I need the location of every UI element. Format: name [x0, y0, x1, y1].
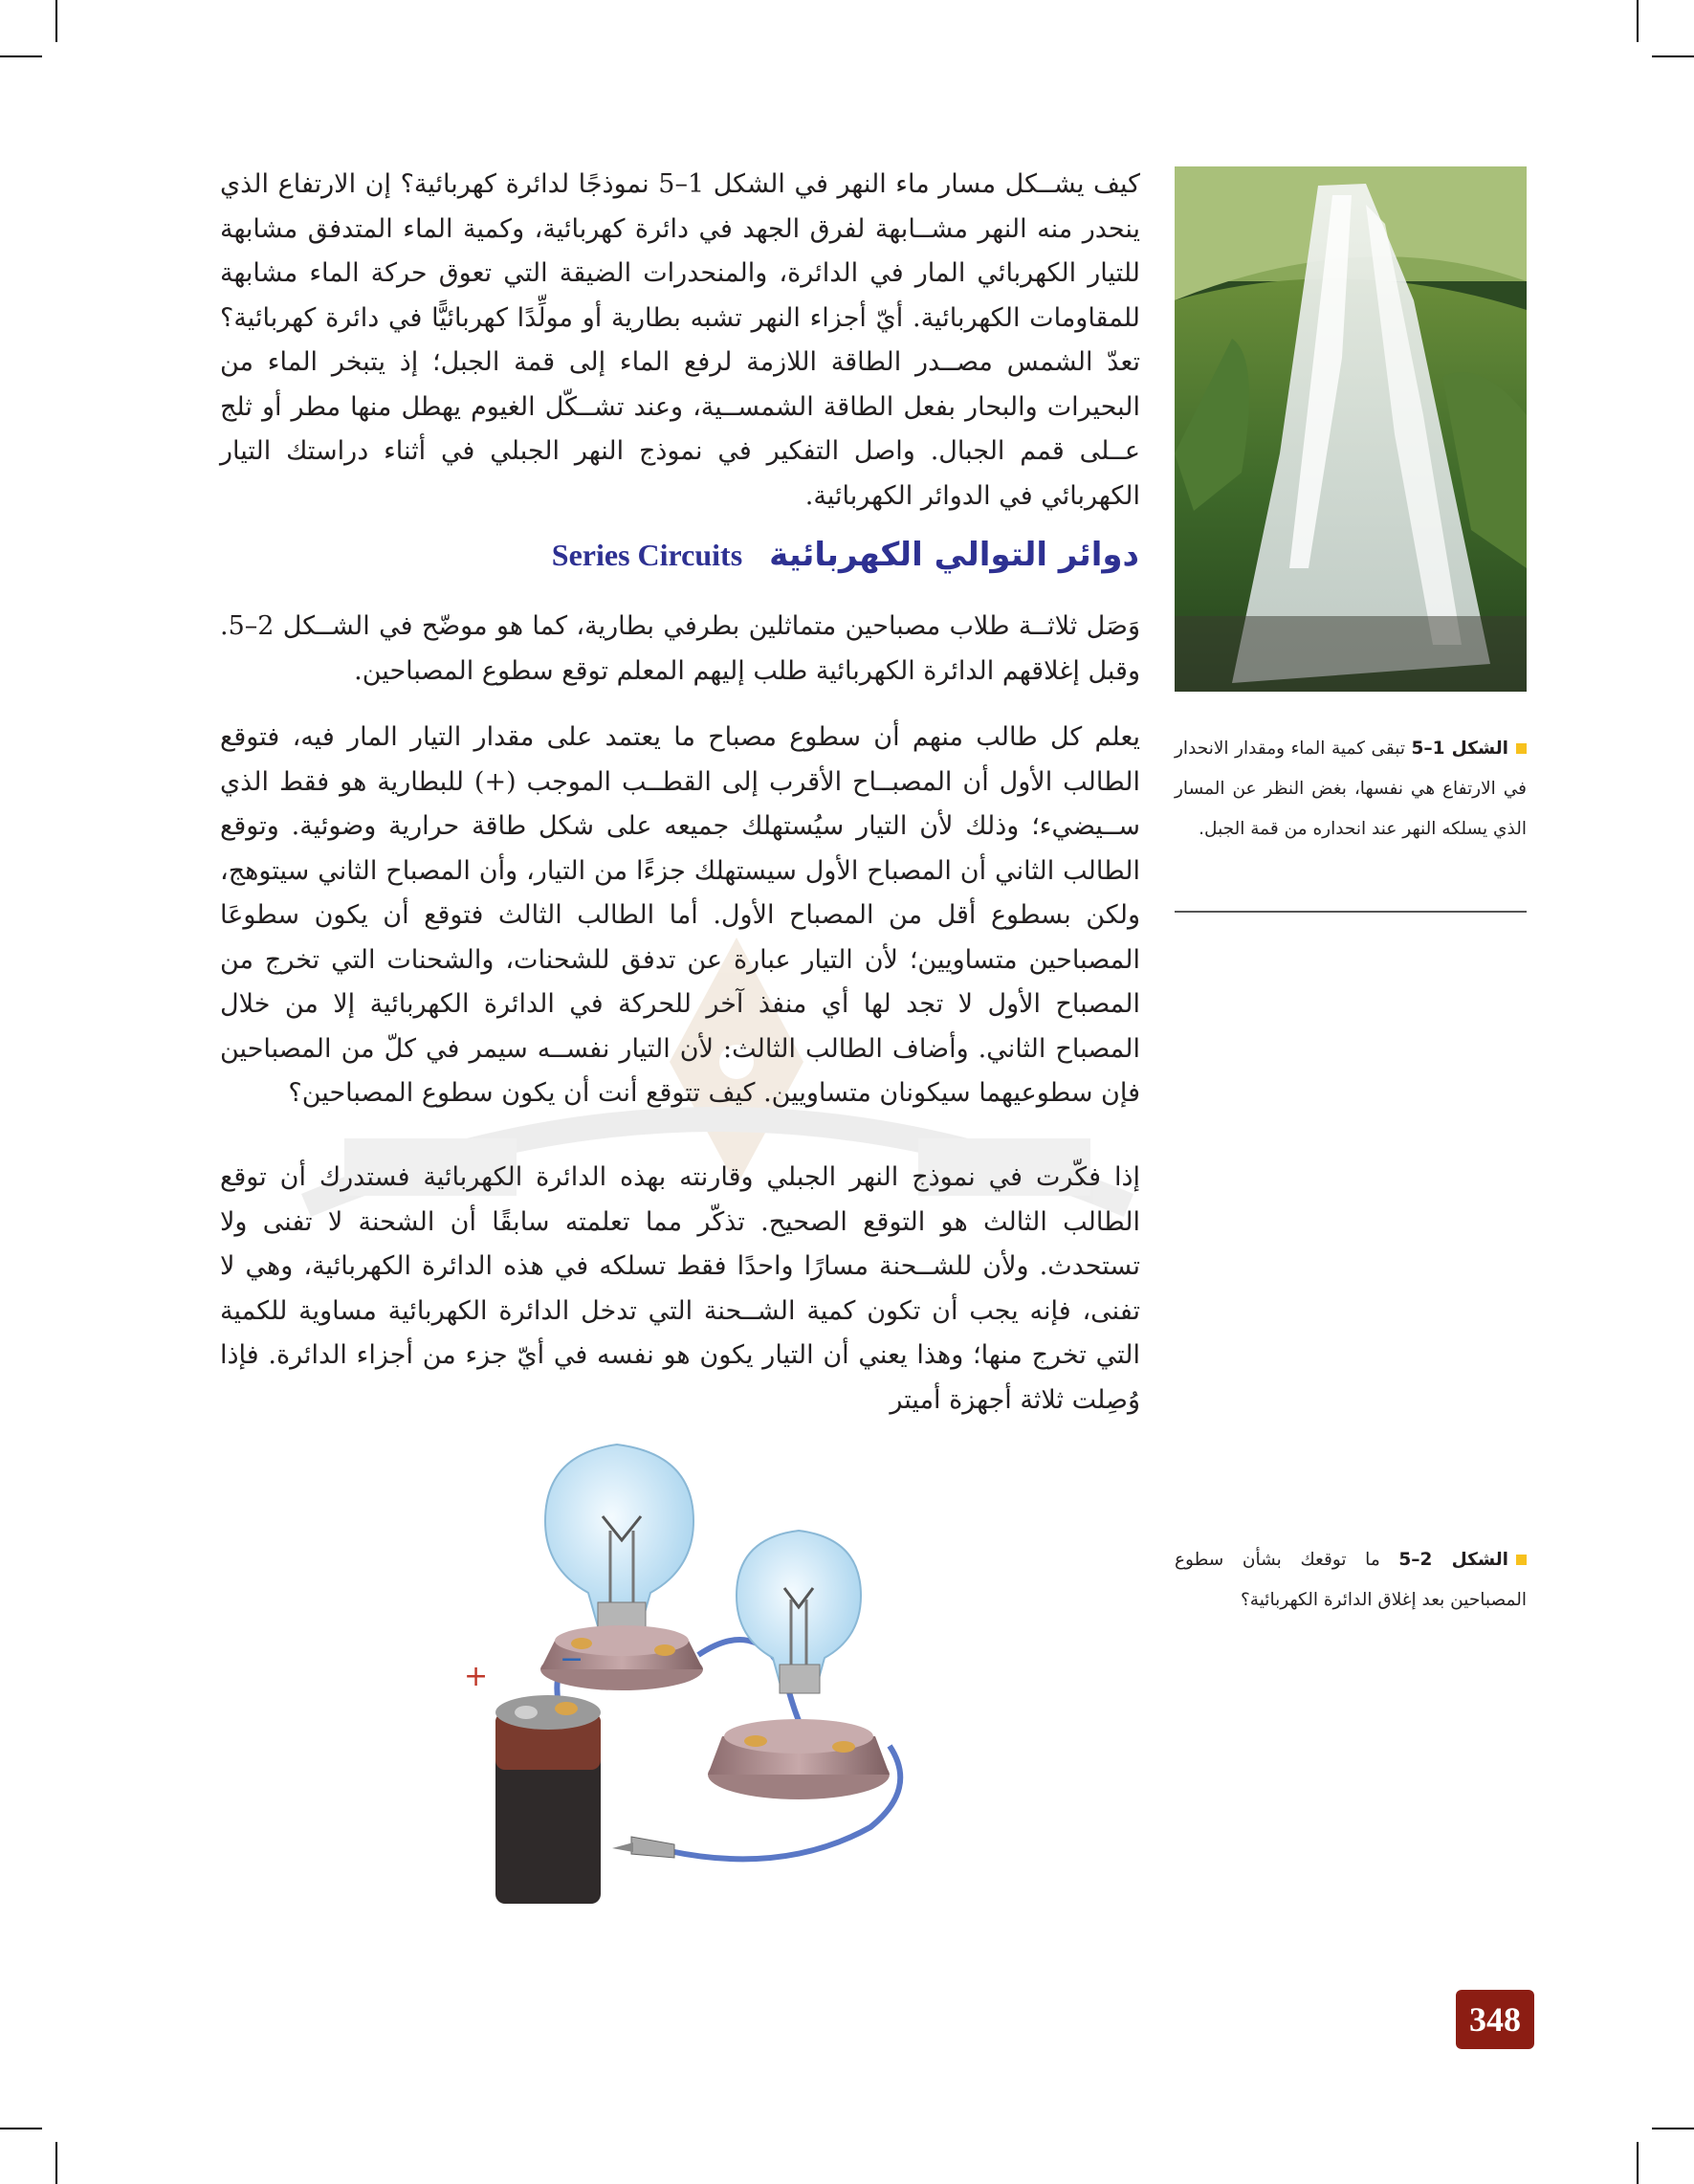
crop-mark [55, 2142, 57, 2184]
page-number: 348 [1456, 1990, 1534, 2049]
caption-divider [1175, 911, 1527, 913]
crop-mark [55, 0, 57, 42]
section-title-arabic: دوائر التوالي الكهربائية [769, 536, 1139, 574]
caption-bullet-icon [1516, 743, 1527, 754]
section-heading [552, 536, 1139, 574]
crop-mark [1652, 55, 1694, 57]
series-circuit-illustration [464, 1425, 966, 1971]
crop-mark [0, 55, 42, 57]
crop-mark [0, 2128, 42, 2129]
caption-figure-label: الشكل 2–5 [1398, 1550, 1508, 1570]
section-title-english: Series Circuits [551, 538, 743, 572]
battery-minus-label: − [560, 1643, 584, 1676]
caption-figure-label: الشكل 1–5 [1411, 739, 1508, 759]
figure-caption-2 [1175, 1540, 1527, 1621]
waterfall-photo [1175, 166, 1527, 692]
caption-text: تبقى كمية الماء ومقدار الانحدار في الارتفاع هي نفسها، بغض النظر عن المسار الذي يسلكه النهر عند انحداره من قمة الجبل. [1175, 739, 1527, 839]
crop-mark [1637, 0, 1639, 42]
battery-plus-label: + [464, 1660, 489, 1693]
crop-mark [1652, 2128, 1694, 2129]
caption-bullet-icon [1516, 1555, 1527, 1565]
crop-mark [1637, 2142, 1639, 2184]
paragraph-4: إذا فكّرت في نموذج النهر الجبلي وقارنته بهذه الدائرة الكهربائية فستدرك أن توقع الطالب الثالث هو التوقع الصحيح. تذكّر مما تعلمته سابقًا أن الشحنة لا تفنى ولا تستحدث. ولأن للشــحنة مسارًا واحدًا فقط تسلكه في هذه الدائرة الكهربائية، وهي لا تفنى، فإنه يجب أن تكون كمية الشــحنة التي تدخل الدائرة الكهربائية مساوية للكمية التي تخرج منها؛ وهذا يعني أن التيار يكون هو نفسه في أيّ جزء من أجزاء الدائرة. فإذا وُصِلت ثلاثة أجهزة أميتر [220, 1162, 1140, 1415]
paragraph-2: وَصَل ثلاثــة طلاب مصباحين متماثلين بطرفي بطارية، كما هو موضّح في الشــكل 2–5. وقبل إغلاقهم الدائرة الكهربائية طلب إليهم المعلم توقع سطوع المصباحين. [220, 611, 1140, 686]
intro-paragraph: كيف يشــكل مسار ماء النهر في الشكل 1–5 نموذجًا لدائرة كهربائية؟ إن الارتفاع الذي ينحدر منه النهر مشــابهة لفرق الجهد في دائرة كهربائية، وكمية الماء المتدفق مشابهة للتيار الكهربائي المار في الدائرة، والمنحدرات الضيقة التي تعوق حركة الماء مشابهة للمقاومات الكهربائية. أيّ أجزاء النهر تشبه بطارية أو مولِّدًا كهربائيًّا في دائرة كهربائية؟ تعدّ الشمس مصــدر الطاقة اللازمة لرفع الماء إلى قمة الجبل؛ إذ يتبخر الماء من البحيرات والبحار بفعل الطاقة الشمســية، وعند تشــكّل الغيوم يهطل منها مطر أو ثلج عــلى قمم الجبال. واصل التفكير في نموذج النهر الجبلي في أثناء دراستك التيار الكهربائي في الدوائر الكهربائية. [220, 169, 1141, 511]
figure-caption-1 [1175, 729, 1527, 849]
caption-text: ما توقعك بشأن سطوع المصباحين بعد إغلاق الدائرة الكهربائية؟ [1175, 1550, 1527, 1610]
paragraph-3: يعلم كل طالب منهم أن سطوع مصباح ما يعتمد على مقدار التيار المار فيه، فتوقع الطالب الأول أن المصبــاح الأقرب إلى القطــب الموجب (+) للبطارية هو فقط الذي ســيضيء؛ وذلك لأن التيار سيُستهلك جميعه على شكل طاقة حرارية وضوئية. وتوقع الطالب الثاني أن المصباح الأول سيستهلك جزءًا من التيار، وأن المصباح الثاني سيتوهج، ولكن بسطوع أقل من المصباح الأول. أما الطالب الثالث فتوقع أن يكون سطوعَا المصباحين متساويين؛ لأن التيار عبارة عن تدفق للشحنات، والشحنات التي تخرج من المصباح الأول لا تجد لها أي منفذ آخر للحركة في الدائرة الكهربائية إلا من خلال المصباح الثاني. وأضاف الطالب الثالث: لأن التيار نفســه سيمر في كلّ من المصباحين فإن سطوعيهما سيكونان متساويين. كيف تتوقع أنت أن يكون سطوع المصباحين؟ [220, 722, 1140, 1108]
